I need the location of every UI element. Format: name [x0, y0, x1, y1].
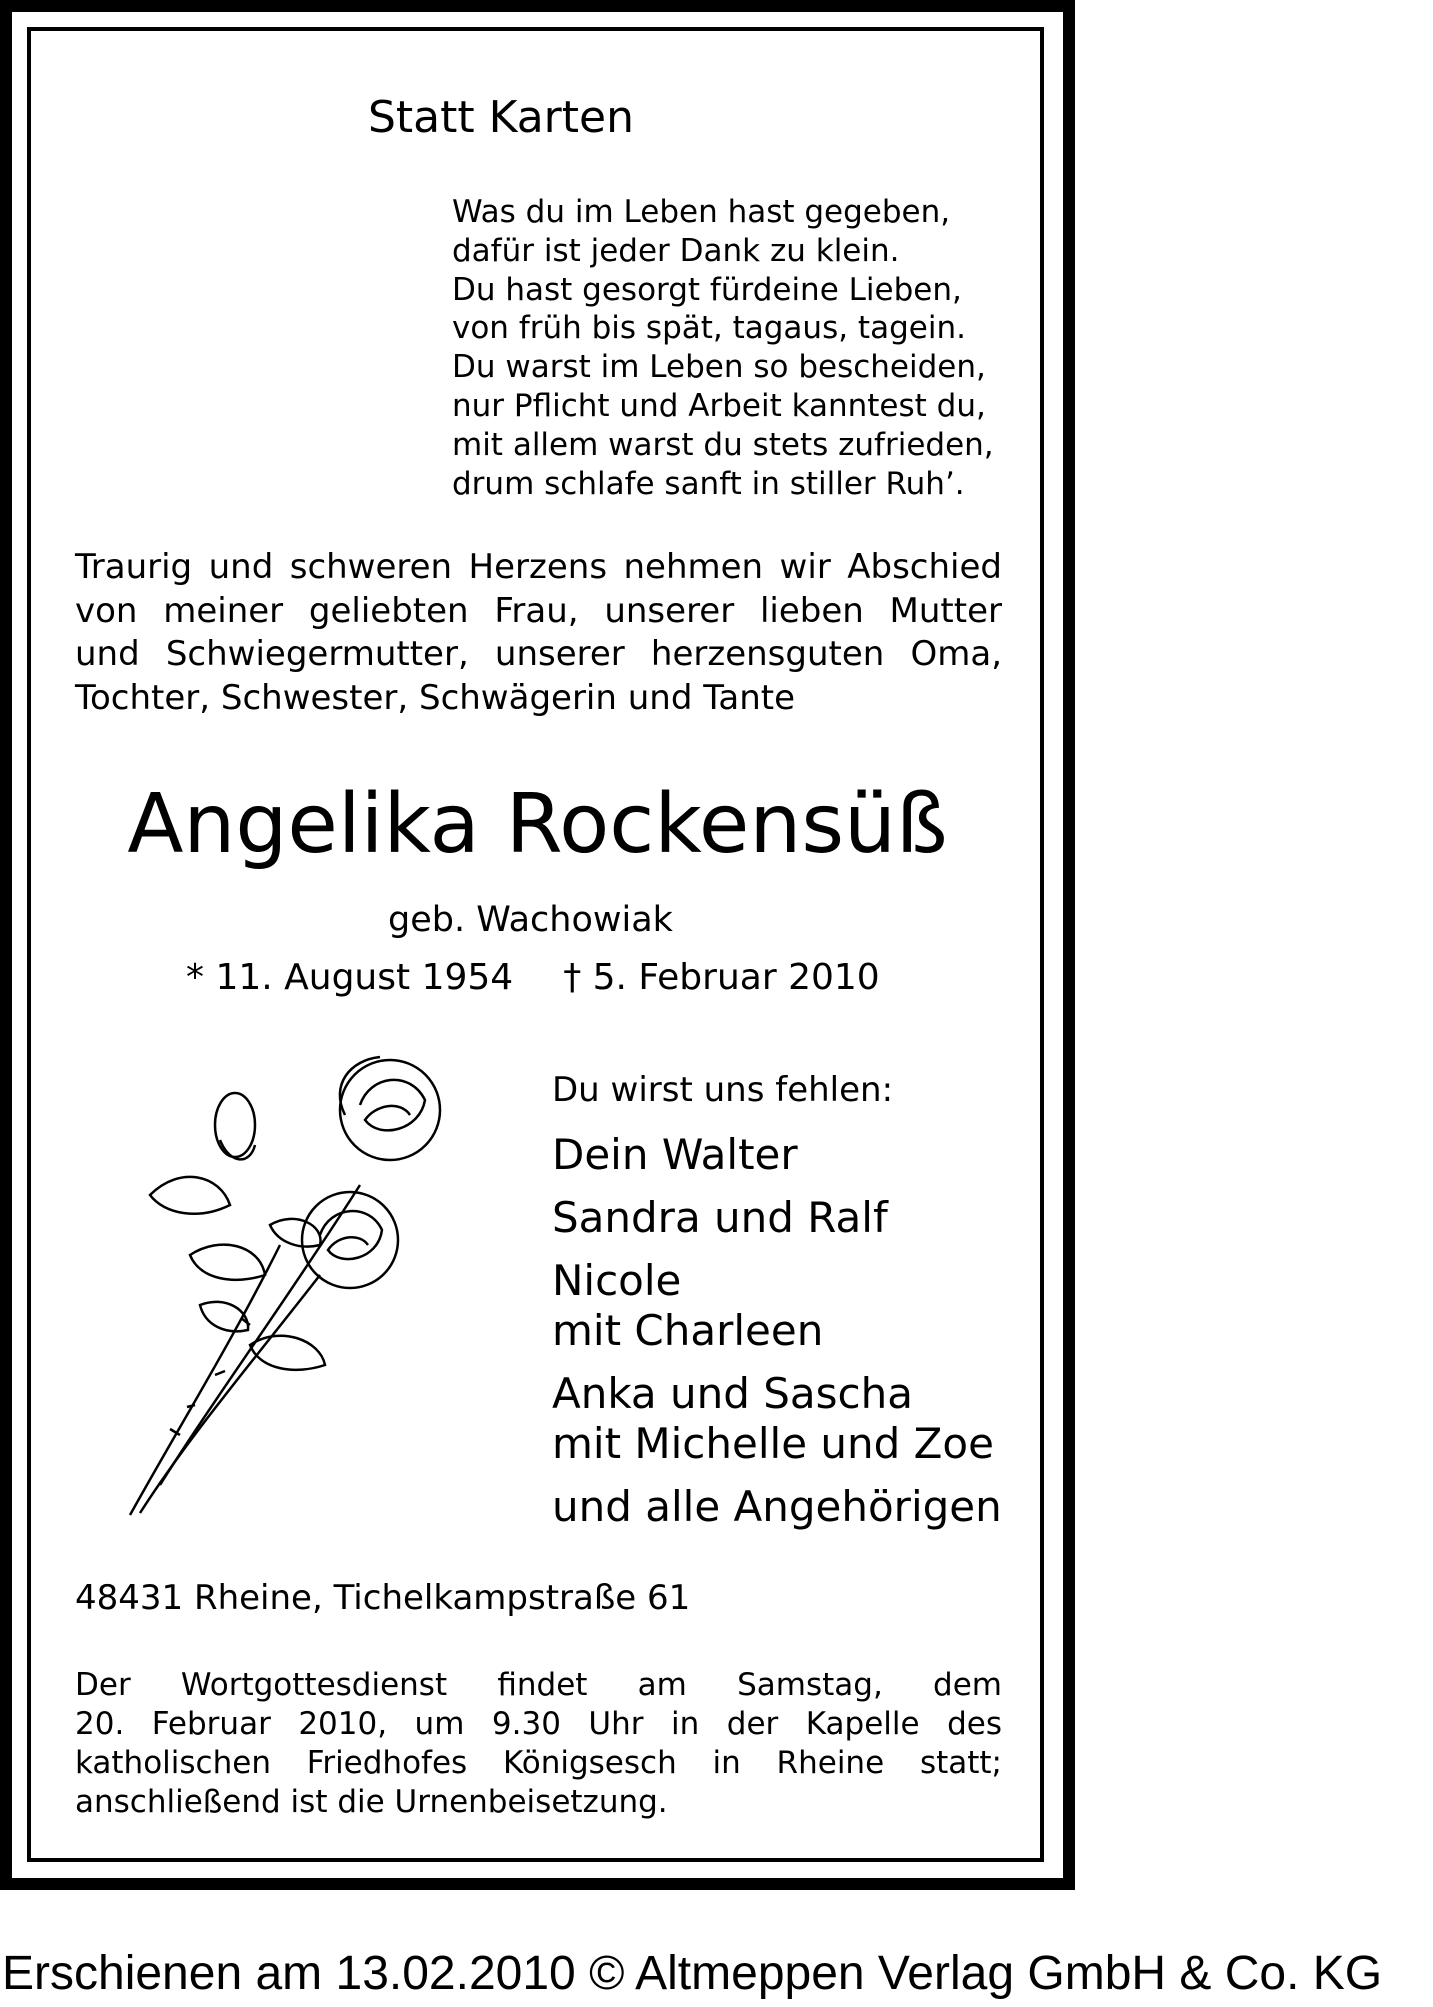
poem-line: Was du im Leben hast gegeben, [452, 194, 951, 230]
heading: Statt Karten [368, 92, 634, 143]
intro-line: Tochter, Schwester, Schwägerin und Tante [75, 677, 795, 718]
birth-name: geb. Wachowiak [388, 900, 673, 940]
intro-text [75, 546, 1002, 720]
rose-illustration-icon [120, 1045, 470, 1520]
intro-line: von meiner geliebten Frau, unserer lieben Mutter [75, 590, 1002, 631]
family-member: mit Michelle und Zoe [552, 1419, 994, 1468]
deceased-name: Angelika Rockensüß [127, 777, 948, 872]
family-member: mit Charleen [552, 1306, 824, 1355]
missing-line: Du wirst uns fehlen: [552, 1070, 894, 1110]
life-dates [186, 957, 880, 998]
notice-line: 20. Februar 2010, um 9.30 Uhr in der Kapelle des [75, 1706, 1002, 1742]
notice-line: anschließend ist die Urnenbeisetzung. [75, 1784, 668, 1820]
notice-line: Der Wortgottesdienst findet am Samstag, dem [75, 1667, 1002, 1703]
service-notice [75, 1666, 1002, 1822]
poem-line: drum schlafe sanft in stiller Ruh’. [452, 465, 965, 502]
poem-line: von früh bis spät, tagaus, tagein. [452, 310, 966, 347]
intro-line: Traurig und schweren Herzens nehmen wir Abschied [75, 547, 1002, 587]
family-member: Sandra und Ralf [552, 1193, 888, 1242]
publication-footer: Erschienen am 13.02.2010 © Altmeppen Verlag GmbH & Co. KG [2, 1947, 1383, 2000]
birth-date: * 11. August 1954 [186, 957, 514, 998]
family-member: Anka und Sascha [552, 1369, 913, 1418]
family-member: Dein Walter [552, 1130, 798, 1179]
intro-line: und Schwiegermutter, unserer herzensguten Oma, [75, 634, 1002, 674]
poem-line: mit allem warst du stets zufrieden, [452, 426, 994, 463]
family-member: und alle Angehörigen [552, 1482, 1002, 1531]
poem-line: nur Pflicht und Arbeit kanntest du, [452, 387, 986, 424]
poem-line: dafür ist jeder Dank zu klein. [452, 232, 900, 269]
poem-line: Du warst im Leben so bescheiden, [452, 349, 986, 386]
death-date: † 5. Februar 2010 [563, 957, 880, 998]
family-member: Nicole [552, 1256, 682, 1305]
notice-line: katholischen Friedhofes Königsesch in Rheine statt; [75, 1745, 1002, 1781]
poem [452, 193, 994, 503]
address: 48431 Rheine, Tichelkampstraße 61 [75, 1578, 691, 1618]
poem-line: Du hast gesorgt fürdeine Lieben, [452, 271, 962, 308]
